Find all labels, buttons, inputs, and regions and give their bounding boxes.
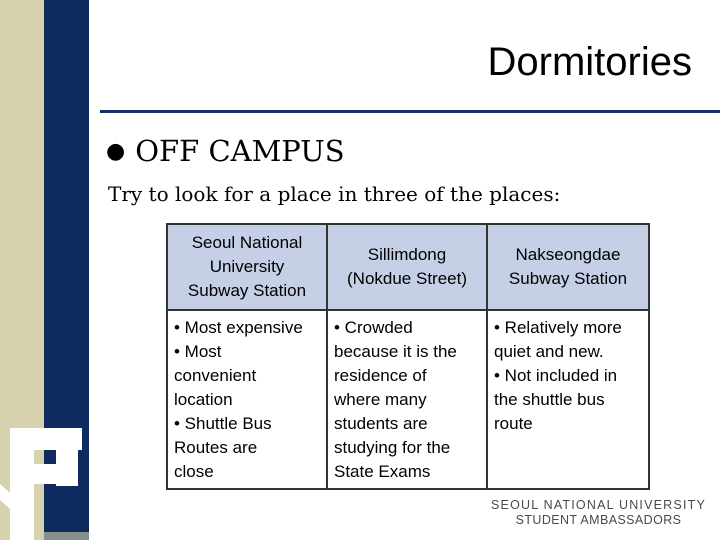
- cell-line: location: [174, 390, 233, 409]
- bullet-item: [106, 134, 345, 168]
- cell-nakseongdae-station: [487, 310, 649, 489]
- footer-branding: [491, 498, 706, 527]
- places-table: [166, 223, 650, 490]
- cell-line: students are: [334, 414, 428, 433]
- bullet-text: OFF CAMPUS: [135, 134, 345, 168]
- header-line: Subway Station: [187, 281, 307, 300]
- header-line: (Nokdue Street): [347, 269, 467, 288]
- subtitle-text: Try to look for a place in three of the places:: [108, 182, 561, 206]
- header-line: Nakseongdae: [515, 245, 621, 264]
- cell-line: • Shuttle Bus: [174, 414, 272, 433]
- cell-line: the shuttle bus: [494, 390, 605, 409]
- slide-title: Dormitories: [487, 40, 692, 84]
- cell-line: route: [494, 414, 533, 433]
- cell-seoul-national-university-station: [167, 310, 327, 489]
- footer-program-name: STUDENT AMBASSADORS: [515, 513, 682, 527]
- header-line: Subway Station: [508, 269, 628, 288]
- header-line: Seoul National: [191, 233, 303, 252]
- header-seoul-national-university-station: [167, 224, 327, 310]
- cell-line: • Relatively more: [494, 318, 622, 337]
- cell-line: close: [174, 462, 214, 481]
- header-line: University: [209, 257, 285, 276]
- cell-line: quiet and new.: [494, 342, 604, 361]
- cell-line: where many: [334, 390, 427, 409]
- table-header-row: [167, 224, 649, 310]
- header-line: Sillimdong: [367, 245, 447, 264]
- cell-line: convenient: [174, 366, 257, 385]
- header-sillimdong: [327, 224, 487, 310]
- cell-line: • Crowded: [334, 318, 413, 337]
- cell-line: Routes are: [174, 438, 258, 457]
- title-divider: [100, 110, 720, 113]
- cell-line: studying for the: [334, 438, 451, 457]
- cell-sillimdong: [327, 310, 487, 489]
- table-row: [167, 310, 649, 489]
- bullet-dot-icon: ●: [106, 139, 126, 164]
- cell-line: • Not included in: [494, 366, 618, 385]
- cell-line: • Most expensive: [174, 318, 303, 337]
- cell-line: State Exams: [334, 462, 431, 481]
- cell-line: residence of: [334, 366, 427, 385]
- cell-line: • Most: [174, 342, 222, 361]
- university-logo-icon: [0, 420, 89, 540]
- footer-org-name: SEOUL NATIONAL UNIVERSITY: [491, 498, 706, 512]
- header-nakseongdae-station: [487, 224, 649, 310]
- cell-line: because it is the: [334, 342, 457, 361]
